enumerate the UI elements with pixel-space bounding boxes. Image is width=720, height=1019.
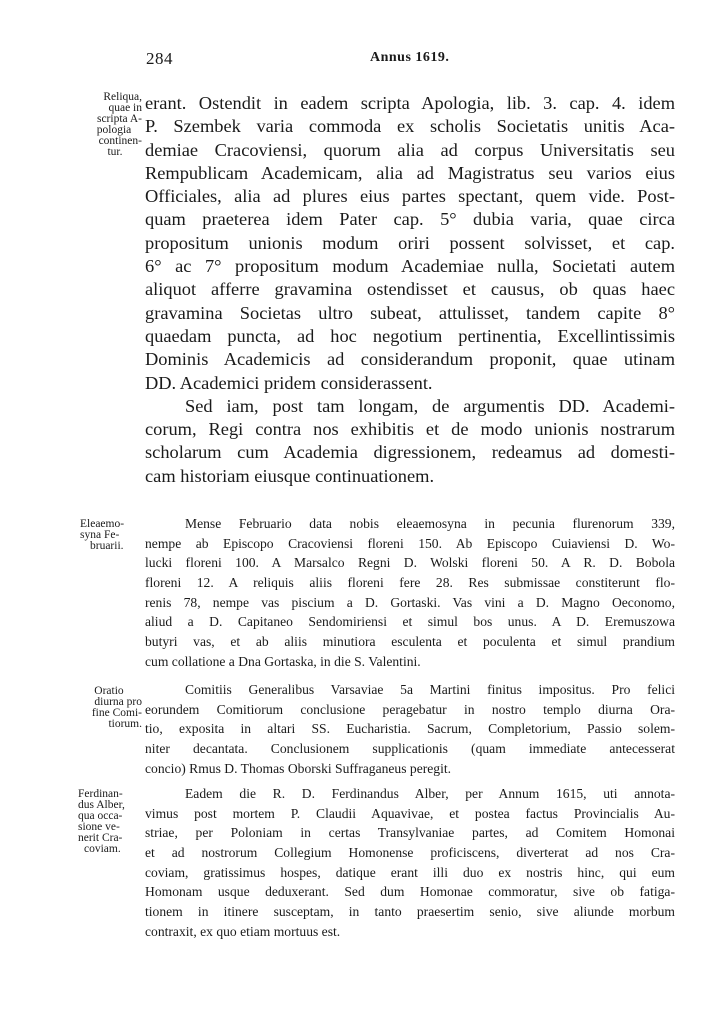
text-line: scholarum cum Academia digressionem, redeamus ad domesti-	[145, 442, 675, 463]
text-line: renis 78, nempe vas piscium a D. Gortaski. Vas vini a D. Magno Oeconomo,	[145, 594, 675, 610]
entry-ferdinandus	[145, 784, 675, 942]
margin-note-line: Oratio	[94, 685, 124, 697]
text-line: butyri vas, et ab aliis minutiora esculenta et poculenta et simul prandium	[145, 634, 675, 650]
text-line: gravamina Societas ultro subeat, attulisset, tandem capite 8°	[145, 302, 675, 323]
text-line: demiae Cracoviensi, quorum alia ad corpus Universitatis seu	[145, 139, 675, 160]
text-line: Dominis Academicis ad considerandum proponit, quae utinam	[145, 349, 675, 370]
text-line: tionem in itinere susceptam, in tanto praesertim senio, sive aliunde morbum	[145, 904, 675, 920]
running-header	[0, 49, 720, 69]
text-line: cum collatione a Dna Gortaska, in die S. Valentini.	[145, 653, 421, 669]
text-line: Homonam usque deduxerant. Sed dum Homonae commoratur, sive ob fatiga-	[145, 884, 675, 900]
text-line: Officiales, alia ad plures eius partes spectant, quem vide. Post-	[145, 186, 675, 207]
margin-note-line: continen-	[98, 135, 142, 147]
margin-note-line: Reliqua,	[103, 91, 142, 103]
margin-note-ferdinandus	[78, 789, 144, 855]
text-line: propositum unionis modum oriri possent solvisset, et cap.	[145, 232, 675, 253]
text-line: et ad nostrorum Collegium Homonense proficiscens, diverterat ad nos Cra-	[145, 845, 675, 861]
margin-note-line: Eleaemo-	[80, 518, 125, 530]
margin-note-line: sione ve-	[78, 821, 120, 833]
text-line: coviam, gratissimus hospes, datique erant illi duo ex nostris hinc, qui eum	[145, 864, 675, 880]
text-line: striae, per Poloniam in certas Transylvaniae partes, ad Comitem Homonai	[145, 825, 675, 841]
text-line: corum, Regi contra nos exhibitis et de modo unionis nostrarum	[145, 419, 675, 440]
text-line: eorundem Comitiorum conclusione peragebatur in nostro templo diurna Ora-	[145, 701, 675, 717]
text-line: quam praeterea idem Pater cap. 5° dubia varia, quae circa	[145, 209, 675, 230]
main-text-large	[145, 92, 675, 488]
text-line: tio, exposita in altari SS. Eucharistia. Sacrum, Completorium, Passio solem-	[145, 721, 675, 737]
text-line: contraxit, ex quo etiam mortuus est.	[145, 923, 341, 939]
text-line: niter decantata. Conclusionem supplicationis (quam immediate antecesserat	[145, 741, 675, 757]
text-line: Sed iam, post tam longam, de argumentis DD. Academi-	[185, 395, 675, 416]
paragraph-apologia	[145, 92, 675, 395]
margin-note-line: qua occa-	[78, 810, 123, 822]
text-line: Rempublicam Academicam, alia ad Magistratus seu varios eius	[145, 162, 675, 183]
margin-note-line: quae in	[108, 102, 142, 114]
text-line: aliud a D. Capitaneo Sendomiriensi et simul bos unus. A D. Eremuszowa	[145, 614, 675, 630]
margin-note-line: diurna pro	[94, 696, 142, 708]
text-line: Mense Februario data nobis eleaemosyna in pecunia flurenorum 339,	[185, 516, 675, 531]
text-line: cam historiam eiusque continuationem.	[145, 465, 435, 486]
entry-oratio	[145, 680, 675, 778]
margin-note-eleemosyna	[80, 519, 144, 552]
text-line: quaedam puncta, ad hoc negotium pertinentia, Excellintissimis	[145, 325, 675, 346]
margin-note-line: tur.	[107, 146, 123, 158]
margin-note-line: scripta A-	[96, 113, 142, 125]
page-number: 284	[146, 49, 173, 68]
text-line: aliquot afferre gravamina ostendisset et causus, ob quas haec	[145, 279, 675, 300]
margin-note-line: pologia	[96, 124, 132, 136]
margin-note-line: fine Comi-	[91, 707, 142, 719]
margin-note-oratio	[76, 686, 142, 730]
margin-note-line: bruarii.	[90, 540, 124, 552]
margin-note-line: Ferdinan-	[78, 788, 123, 800]
margin-note-line: dus Alber,	[78, 799, 125, 811]
margin-note-line: tiorum.	[108, 718, 142, 730]
text-line: lucki floreni 100. A Marsalco Regni D. Wolski floreni 50. A R. D. Bobola	[145, 555, 675, 571]
text-line: floreni 12. A reliquis aliis floreni fere 28. Res submissae constiterunt flo-	[145, 575, 675, 591]
margin-note-line: nerit Cra-	[78, 832, 123, 844]
running-title: Annus 1619.	[370, 50, 450, 65]
paragraph-digressio	[145, 395, 675, 488]
text-line: vimus post mortem P. Claudii Aquavivae, et postea factus Provincialis Au-	[145, 805, 675, 821]
text-line: erant. Ostendit in eadem scripta Apologia, lib. 3. cap. 4. idem	[145, 93, 675, 113]
margin-note-line: syna Fe-	[80, 529, 120, 541]
margin-note-line: coviam.	[84, 843, 121, 855]
text-line: P. Szembek varia commoda ex scholis Societatis unitis Aca-	[145, 116, 675, 137]
text-line: Comitiis Generalibus Varsaviae 5a Martini finitus impositus. Pro felici	[185, 682, 675, 697]
entry-eleemosyna	[145, 514, 675, 672]
text-line: Eadem die R. D. Ferdinandus Alber, per Annum 1615, uti annota-	[185, 786, 675, 801]
text-line: DD. Academici pridem considerassent.	[145, 372, 433, 393]
margin-note-reliqua	[76, 92, 142, 158]
text-line: nempe ab Episcopo Cracoviensi floreni 150. Ab Episcopo Cuiaviensi D. Wo-	[145, 535, 675, 551]
text-line: concio) Rmus D. Thomas Oborski Suffraganeus peregit.	[145, 760, 452, 776]
text-line: 6° ac 7° propositum modum Academiae nulla, Societati autem	[145, 256, 675, 277]
